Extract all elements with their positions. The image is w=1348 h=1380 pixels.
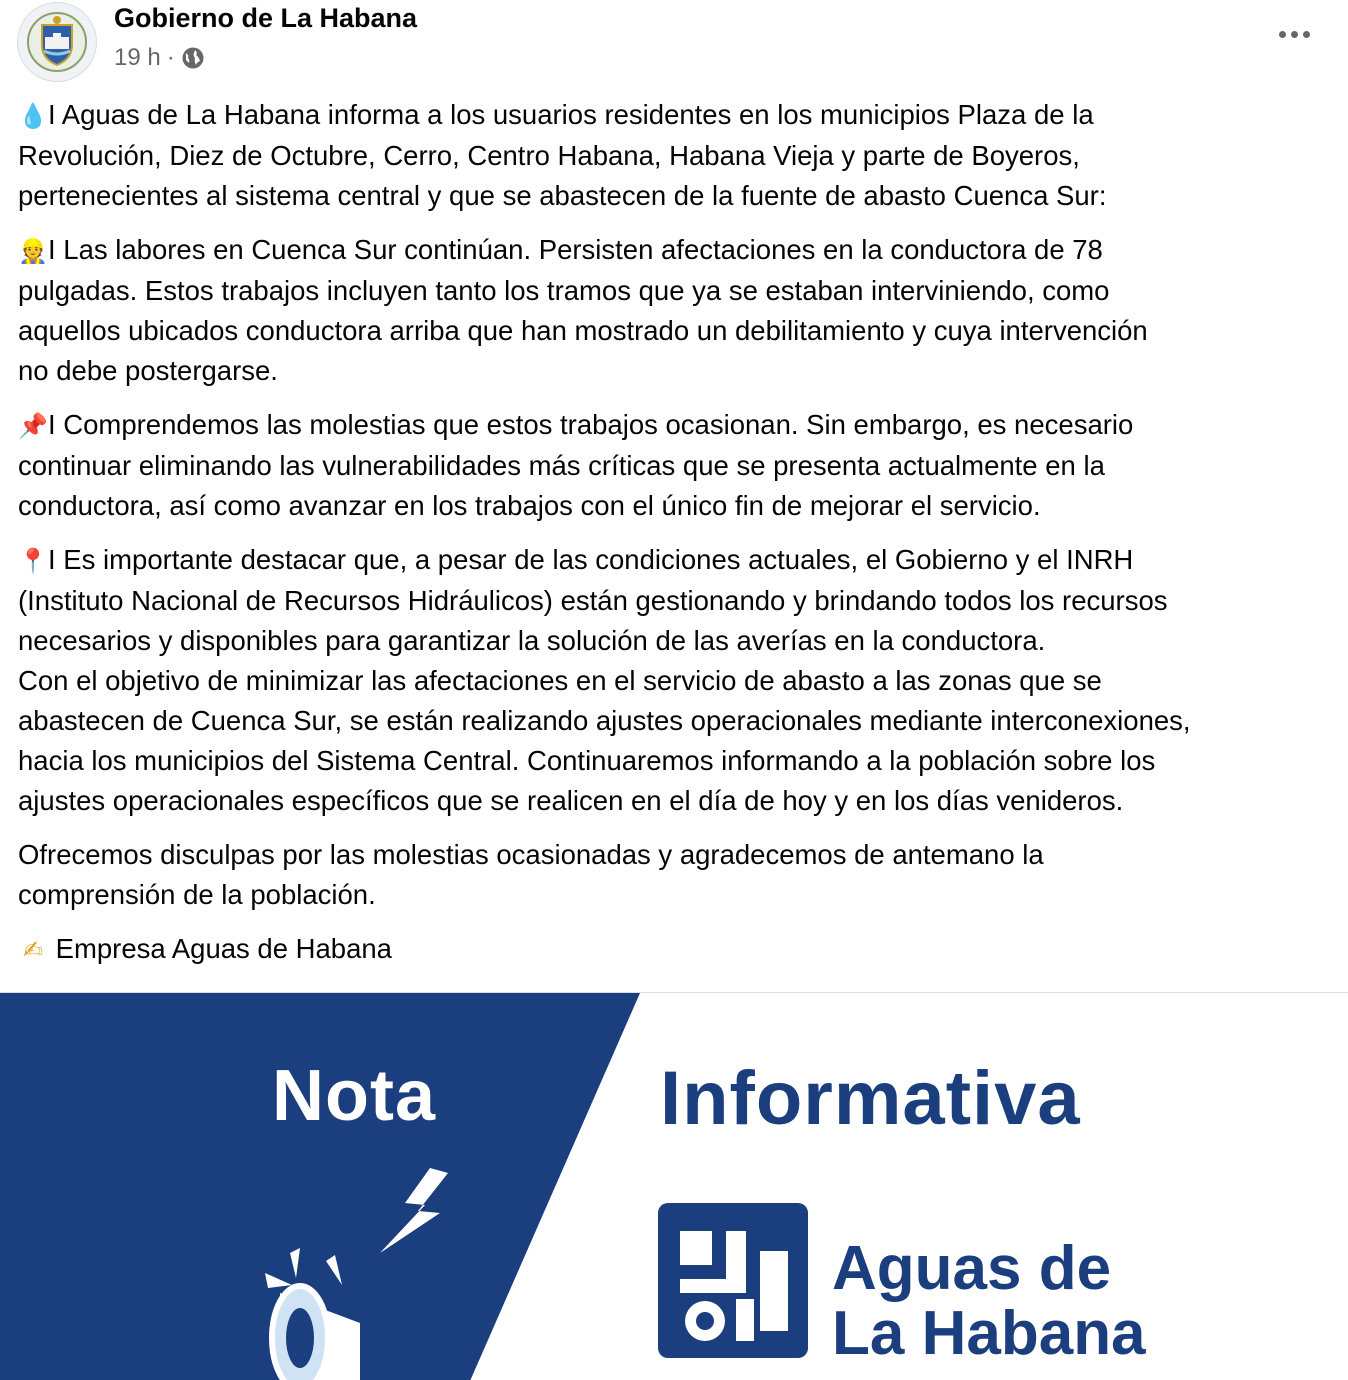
- round-pushpin-icon: 📍: [18, 547, 48, 575]
- post-time[interactable]: 19 h: [114, 44, 161, 71]
- coat-of-arms-icon: [26, 11, 88, 73]
- aguas-logo-icon: [658, 1203, 808, 1358]
- paragraph-thanks: Ofrecemos disculpas por las molestias ocasionadas y agradecemos de antemano la comprensión de la población.: [18, 839, 1044, 910]
- paragraph-works: 👷I Las labores en Cuenca Sur continúan. Persisten afectaciones en la conductora de 78 pulgadas. Estos trabajos incluyen tanto los tramos que ya se estaban interviniendo, como aquellos ubicados conductora arriba que han mostrado un debilitamiento y cuya intervención no debe postergarse.: [18, 230, 1328, 391]
- paragraph-water-notice: 💧I Aguas de La Habana informa a los usuarios residentes en los municipios Plaza de la Revolución, Diez de Octubre, Cerro, Centro Habana, Habana Vieja y parte de Boyeros, pertenecientes al sistema central y que se abastecen de la fuente de abasto Cuenca Sur:: [18, 95, 1328, 216]
- post-meta: [114, 44, 205, 72]
- page-name[interactable]: Gobierno de La Habana: [114, 3, 418, 33]
- paragraph-apology: 📌I Comprendemos las molestias que estos trabajos ocasionan. Sin embargo, es necesario continuar eliminando las vulnerabilidades más críticas que se presenta actualmente en la conductora, así como avanzar en los trabajos con el único fin de mejorar el servicio.: [18, 405, 1328, 526]
- water-drop-icon: 💧: [18, 102, 48, 130]
- construction-worker-icon: 👷: [18, 237, 48, 265]
- post-text: [18, 95, 1328, 984]
- pushpin-icon: 📌: [18, 412, 48, 440]
- more-options-button[interactable]: [1268, 18, 1320, 50]
- more-dots-icon: [1279, 31, 1286, 38]
- meta-separator: ·: [166, 44, 175, 71]
- brand-name-line1: Aguas de: [832, 1234, 1112, 1303]
- post-image[interactable]: [0, 992, 1348, 1380]
- banner-informativa-text: Informativa: [660, 1056, 1081, 1141]
- page-avatar[interactable]: [17, 2, 97, 82]
- writing-hand-icon: ✍: [22, 936, 44, 964]
- banner-nota-text: Nota: [272, 1056, 436, 1136]
- brand-name-line2: La Habana: [832, 1299, 1146, 1368]
- paragraph-government: 📍I Es importante destacar que, a pesar de las condiciones actuales, el Gobierno y el INRH (Instituto Nacional de Recursos Hidráulicos) están gestionando y brindando todos los recursos necesarios y disponibles para garantizar la solución de las averías en la conductora. Con el objetivo de minimizar las afectaciones en el servicio de abasto a las zonas que se abastecen de Cuenca Sur, se están realizando ajustes operacionales mediante interconexiones, hacia los municipios del Sistema Central. Continuaremos informando a la población sobre los ajustes operacionales específicos que se realicen en el día de hoy y en los días venideros.: [18, 540, 1328, 821]
- paragraph-signature: ✍ Empresa Aguas de Habana: [18, 929, 1328, 970]
- globe-icon[interactable]: [181, 46, 205, 70]
